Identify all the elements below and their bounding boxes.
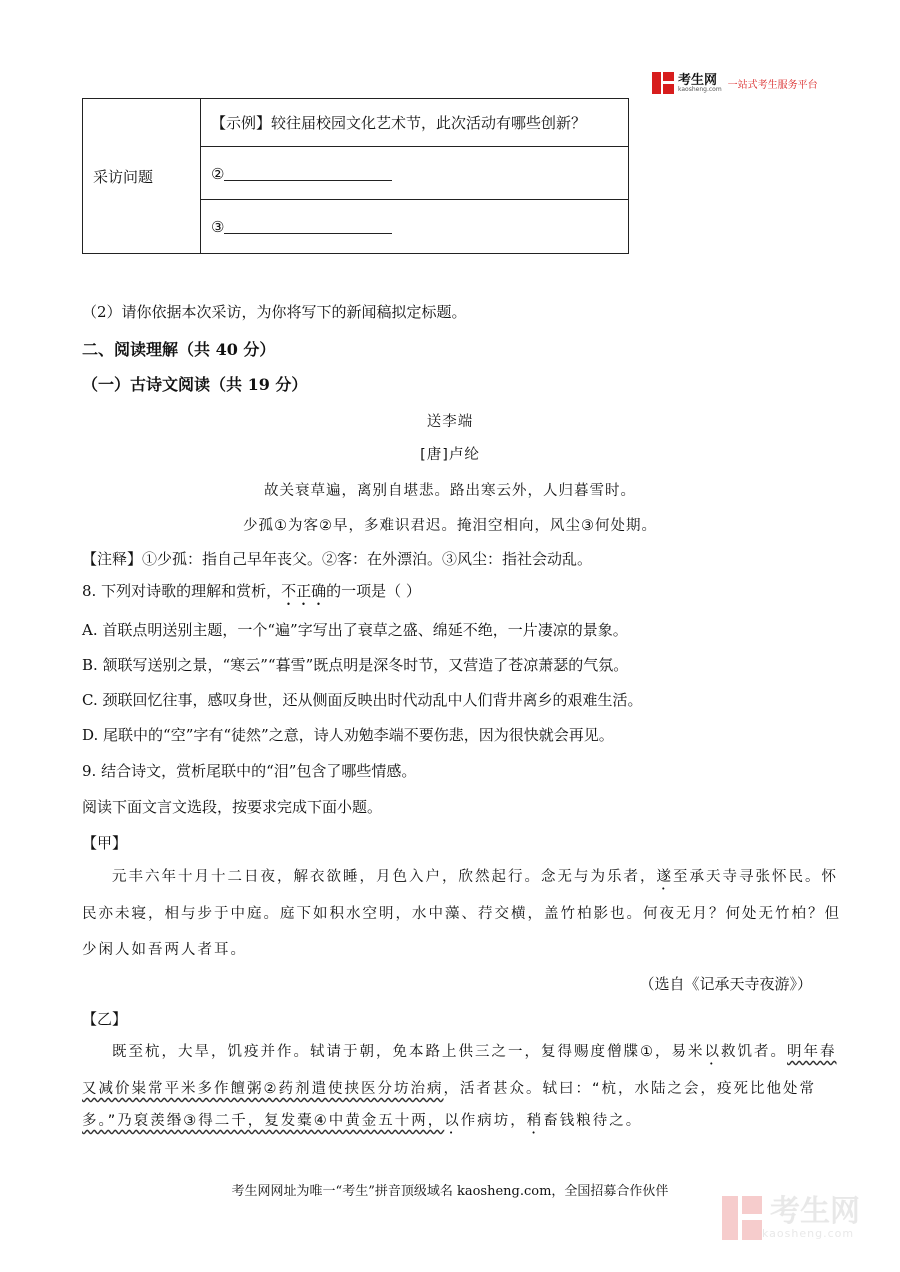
watermark [722,1193,860,1240]
q8-option-c[interactable]: C. 颈联回忆往事，感叹身世，还从侧面反映出时代动乱中人们背井离乡的艰难生活。 [82,691,643,709]
yi-line-2 [82,1077,816,1098]
yi-line-2-wavy: 又减价粜常平米多作饘粥②药剂遣使挟医分坊治病 [82,1081,444,1097]
yi-line-1 [112,1040,837,1068]
poem-notes: 【注释】①少孤：指自己早年丧父。②客：在外漂泊。③风尘：指社会动乱。 [82,550,593,568]
watermark-domain: kaosheng.com [762,1226,855,1240]
question-8-stem [82,580,421,609]
q8-option-b[interactable]: B. 颔联写送别之景，“寒云”“暮雪”既点明是深冬时节，又营造了苍凉萧瑟的气氛。 [82,656,629,674]
jia-source: （选自《记承天寺夜游》） [639,975,812,993]
yi-line-3-wavy: 多。”乃裒羡缗③得二千，复发橐④中黄金五十两， [82,1113,445,1129]
yi-line-3-c: 作病坊， [460,1113,527,1129]
kaosheng-logo-icon [652,72,674,94]
poem-line-1: 故关衰草遍，离别自堪悲。路出寒云外，人归暮雪时。 [264,483,636,499]
q8-stem-before: 8. 下列对诗歌的理解和赏析， [82,582,282,600]
jia-line-1-c: 至承天寺寻张怀民。怀 [673,869,838,885]
watermark-logo-icon [722,1196,762,1240]
yi-line-3 [82,1109,642,1137]
q8-stem-after: 的一项是（ ） [326,582,421,600]
passage-yi-label: 【乙】 [82,1010,128,1028]
yi-emph-yi-1: 以 [704,1044,721,1060]
subsection-1-title: （一）古诗文阅读（共 19 分） [82,375,308,394]
yi-emph-shao: 稍 [526,1113,544,1129]
logo-slogan: 一站式考生服务平台 [727,79,818,91]
jia-line-2: 民亦未寝，相与步于中庭。庭下如积水空明，水中藻、荇交横，盖竹柏影也。何夜无月？何处无竹柏？但 [82,906,841,922]
answer-blank-2[interactable] [224,164,392,181]
logo-name: 考生网 [678,72,718,88]
yi-emph-yi-2: 以 [444,1113,461,1129]
interview-question-2[interactable] [201,147,629,200]
question-3-marker: ③ [211,218,225,236]
q8-option-d[interactable]: D. 尾联中的“空”字有“徒然”之意，诗人劝勉李端不要伤悲，因为很快就会再见。 [82,726,614,744]
header-logo [652,72,818,94]
page-footer: 考生网网址为唯一“考生”拼音顶级域名 kaosheng.com，全国招募合作伙伴 [231,1184,669,1199]
interview-table [82,98,629,254]
question-2-marker: ② [211,164,225,183]
q8-stem-emphasis: 不正确 [281,582,327,600]
interview-question-3[interactable] [201,200,629,254]
jia-line-3: 少闲人如吾两人者耳。 [82,942,247,958]
jia-emph-sui: 遂 [656,869,673,885]
yi-line-1-a: 既至杭，大旱，饥疫并作。轼请于朝，免本路上供三之一，复得赐度僧牒①，易米 [112,1044,705,1060]
jia-line-1-a: 元丰六年十月十二日夜，解衣欲睡，月色入户，欣然起行。念无与为乐者， [112,869,657,885]
yi-line-3-e: 畜钱粮待之。 [543,1113,643,1129]
watermark-name: 考生网 [770,1193,860,1229]
poem-line-2: 少孤①为客②早，多难识君迟。掩泪空相向，风尘③何处期。 [243,518,657,534]
answer-blank-3[interactable] [224,217,392,234]
yi-line-1-c: 救饥者。 [721,1044,787,1060]
poem-author: [唐]卢纶 [420,447,480,463]
logo-domain: kaosheng.com [678,85,722,93]
poem-title: 送李端 [426,414,474,430]
yi-line-1-wavy: 明年春 [787,1044,837,1060]
passage-jia-label: 【甲】 [82,834,128,852]
section-2-title: 二、阅读理解（共 40 分） [82,340,276,359]
interview-label: 采访问题 [83,99,201,254]
yi-line-2-b: ，活者甚众。轼曰：“杭，水陆之会，疫死比他处常 [443,1081,817,1097]
q8-option-a[interactable]: A. 首联点明送别主题，一个“遍”字写出了衰草之盛、绵延不绝，一片凄凉的景象。 [82,621,628,639]
jia-line-1 [112,865,838,893]
reading-instruction: 阅读下面文言文选段，按要求完成下面小题。 [82,798,383,816]
interview-example: 【示例】较往届校园文化艺术节，此次活动有哪些创新？ [201,99,629,147]
question-9: 9. 结合诗文，赏析尾联中的“泪”包含了哪些情感。 [82,762,417,780]
question-1-2: （2）请你依据本次采访，为你将写下的新闻稿拟定标题。 [82,303,467,321]
